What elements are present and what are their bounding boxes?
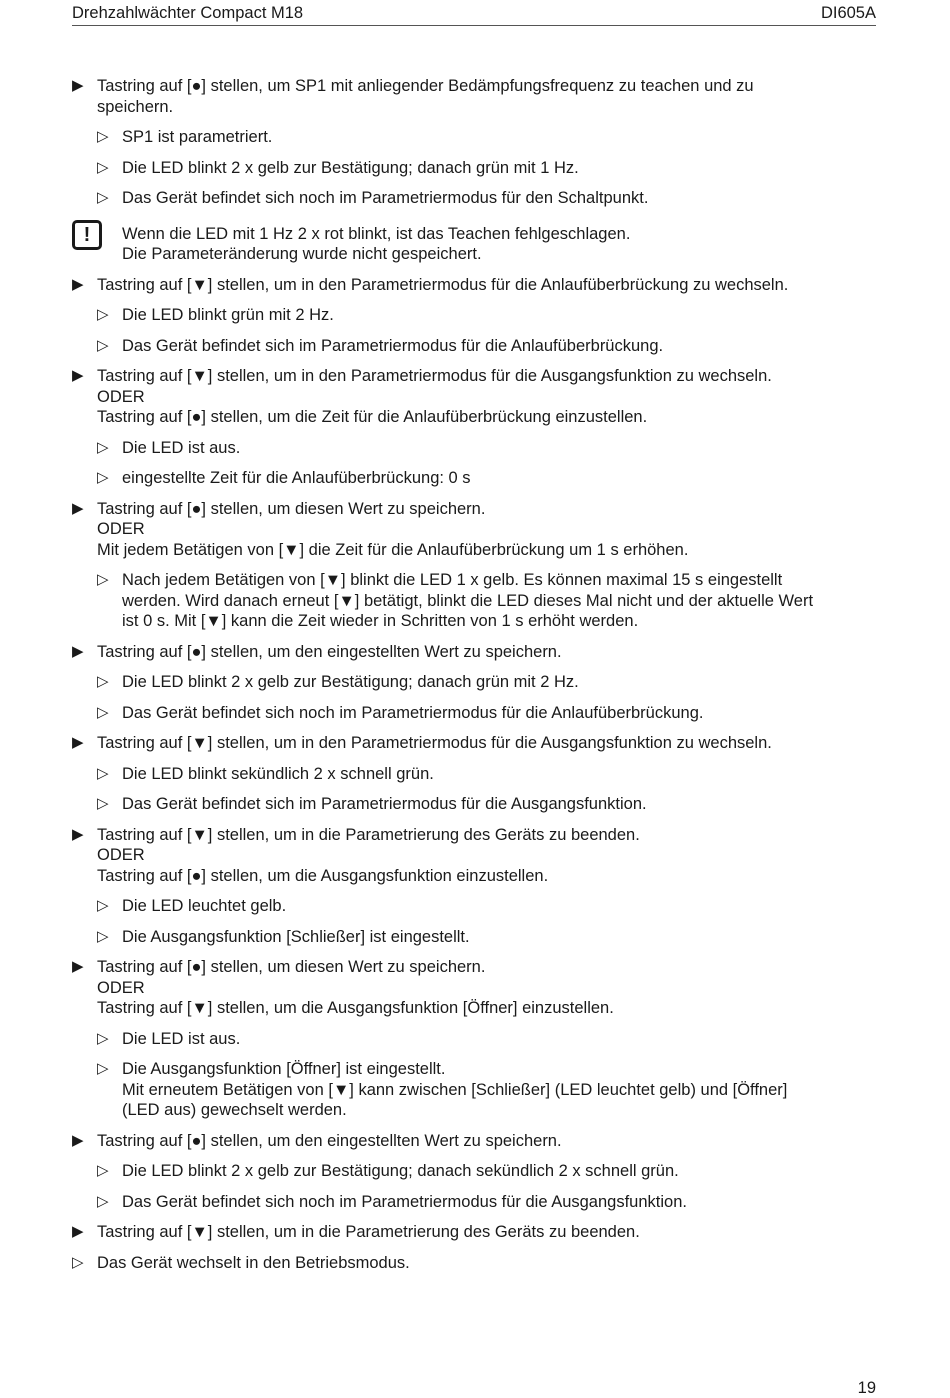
text-line: Die LED blinkt 2 x gelb zur Bestätigung; danach sekündlich 2 x schnell grün.: [122, 1162, 679, 1180]
instruction-step: [72, 1222, 872, 1243]
text-line: Tastring auf [▼] stellen, um in den Parametriermodus für die Anlaufüberbrückung zu wechseln.: [97, 275, 789, 294]
text-line: speichern.: [97, 97, 174, 116]
text-line: ODER: [97, 978, 145, 997]
result-arrow-icon: ▷: [97, 1192, 109, 1210]
text-line: Tastring auf [▼] stellen, um in den Parametriermodus für die Ausgangsfunktion zu wechseln.: [97, 367, 772, 385]
text-line: Tastring auf [▼] stellen, um die Ausgangsfunktion [Öffner] einzustellen.: [97, 999, 614, 1017]
result-arrow-icon: ▷: [97, 189, 109, 206]
text-line: Tastring auf [●] stellen, um diesen Wert zu speichern.: [97, 499, 486, 518]
result-arrow-icon: ▷: [97, 438, 109, 456]
instruction-result: [72, 570, 872, 632]
document-title: Drehzahlwächter Compact M18: [72, 4, 304, 22]
instruction-result: [72, 1029, 872, 1050]
text-line: Die LED leuchtet gelb.: [122, 897, 287, 915]
text-line: Die LED blinkt 2 x gelb zur Bestätigung; danach grün mit 1 Hz.: [122, 158, 579, 177]
instruction-step: [72, 733, 872, 754]
text-line: Mit jedem Betätigen von [▼] die Zeit für die Anlaufüberbrückung um 1 s erhöhen.: [97, 540, 689, 559]
instruction-result: [72, 927, 872, 948]
instruction-result: [72, 127, 872, 148]
text-line: ODER: [97, 520, 145, 538]
instruction-result: [72, 672, 872, 693]
text-line: Die LED blinkt grün mit 2 Hz.: [122, 306, 334, 324]
instruction-step: [72, 957, 872, 1019]
text-line: Wenn die LED mit 1 Hz 2 x rot blinkt, ist das Teachen fehlgeschlagen.: [122, 224, 631, 243]
text-line: Das Gerät wechselt in den Betriebsmodus.: [97, 1253, 410, 1272]
text-line: Die LED ist aus.: [122, 438, 241, 457]
instruction-step: [72, 825, 872, 887]
instruction-step: [72, 275, 872, 296]
warning-note: [72, 224, 872, 265]
instruction-result: [72, 188, 872, 209]
result-arrow-icon: ▷: [97, 927, 109, 945]
instruction-step: [72, 366, 872, 428]
result-arrow-icon: ▷: [97, 128, 109, 145]
step-arrow-icon: ▶: [72, 275, 84, 293]
instruction-step: [72, 76, 872, 117]
page-header: [72, 3, 876, 26]
instruction-result: [72, 438, 872, 459]
instruction-result: [72, 1192, 872, 1213]
text-line: Tastring auf [●] stellen, um die Ausgangsfunktion einzustellen.: [97, 866, 549, 885]
text-line: Tastring auf [●] stellen, um die Zeit für die Anlaufüberbrückung einzustellen.: [97, 408, 648, 426]
text-line: SP1 ist parametriert.: [122, 128, 273, 146]
text-line: Tastring auf [▼] stellen, um in die Parametrierung des Geräts zu beenden.: [97, 825, 640, 844]
result-arrow-icon: ▷: [97, 306, 109, 323]
result-arrow-icon: ▷: [72, 1253, 84, 1271]
text-line: Die Ausgangsfunktion [Öffner] ist eingestellt.: [122, 1060, 446, 1078]
text-line: Das Gerät befindet sich im Parametriermodus für die Ausgangsfunktion.: [122, 795, 647, 813]
instruction-result: [72, 305, 872, 326]
result-arrow-icon: ▷: [97, 795, 109, 812]
result-arrow-icon: ▷: [97, 1162, 109, 1179]
instruction-result: [72, 1059, 872, 1121]
text-line: Tastring auf [●] stellen, um diesen Wert zu speichern.: [97, 958, 486, 976]
text-line: Das Gerät befindet sich noch im Parametriermodus für den Schaltpunkt.: [122, 189, 649, 207]
text-line: Tastring auf [●] stellen, um den eingestellten Wert zu speichern.: [97, 642, 562, 661]
text-line: Tastring auf [●] stellen, um den eingestellten Wert zu speichern.: [97, 1131, 562, 1150]
instruction-result: [72, 336, 872, 357]
text-line: Mit erneutem Betätigen von [▼] kann zwischen [Schließer] (LED leuchtet gelb) und [Öffner]: [122, 1080, 788, 1099]
text-line: Die LED blinkt 2 x gelb zur Bestätigung; danach grün mit 2 Hz.: [122, 673, 579, 691]
step-arrow-icon: ▶: [72, 77, 84, 94]
result-arrow-icon: ▷: [97, 1060, 109, 1077]
document-code: DI605A: [820, 4, 876, 22]
warning-icon: !: [72, 220, 102, 250]
step-arrow-icon: ▶: [72, 1131, 84, 1149]
instruction-result: [72, 703, 872, 724]
text-line: eingestellte Zeit für die Anlaufüberbrückung: 0 s: [122, 469, 471, 487]
step-arrow-icon: ▶: [72, 958, 84, 975]
text-line: Tastring auf [▼] stellen, um in den Parametriermodus für die Ausgangsfunktion zu wechseln.: [97, 734, 772, 752]
result-arrow-icon: ▷: [97, 703, 109, 721]
step-arrow-icon: ▶: [72, 642, 84, 660]
text-line: ODER: [97, 846, 145, 864]
text-line: Tastring auf [●] stellen, um SP1 mit anliegender Bedämpfungsfrequenz zu teachen und zu: [97, 77, 754, 95]
instruction-result: [72, 794, 872, 815]
text-line: Das Gerät befindet sich im Parametriermodus für die Anlaufüberbrückung.: [122, 336, 664, 355]
result-arrow-icon: ▷: [97, 571, 109, 588]
page-number: 19: [857, 1379, 876, 1397]
result-arrow-icon: ▷: [97, 1029, 109, 1047]
result-arrow-icon: ▷: [97, 764, 109, 782]
result-arrow-icon: ▷: [97, 897, 109, 914]
text-line: ODER: [97, 387, 145, 406]
step-arrow-icon: ▶: [72, 825, 84, 843]
text-line: werden. Wird danach erneut [▼] betätigt, blinkt die LED dieses Mal nicht und der aktuelle Wert: [122, 591, 814, 610]
step-arrow-icon: ▶: [72, 499, 84, 517]
text-line: Die LED blinkt sekündlich 2 x schnell grün.: [122, 764, 434, 783]
text-line: Das Gerät befindet sich noch im Parametriermodus für die Anlaufüberbrückung.: [122, 703, 704, 722]
instruction-step: [72, 1131, 872, 1152]
instruction-result: [72, 1161, 872, 1182]
text-line: Nach jedem Betätigen von [▼] blinkt die LED 1 x gelb. Es können maximal 15 s eingestellt: [122, 571, 783, 589]
step-arrow-icon: ▶: [72, 1223, 84, 1240]
instruction-result: [72, 158, 872, 179]
result-arrow-icon: ▷: [97, 158, 109, 176]
instruction-result: [72, 764, 872, 785]
instruction-result: [72, 1253, 872, 1274]
text-line: Tastring auf [▼] stellen, um in die Parametrierung des Geräts zu beenden.: [97, 1223, 640, 1241]
text-line: Die Parameteränderung wurde nicht gespeichert.: [122, 245, 482, 263]
instruction-result: [72, 468, 872, 489]
instruction-step: [72, 499, 872, 561]
result-arrow-icon: ▷: [97, 469, 109, 486]
step-arrow-icon: ▶: [72, 367, 84, 384]
text-line: Die LED ist aus.: [122, 1029, 241, 1048]
instruction-step: [72, 642, 872, 663]
instruction-list: [72, 76, 872, 1273]
text-line: Das Gerät befindet sich noch im Parametriermodus für die Ausgangsfunktion.: [122, 1192, 687, 1211]
result-arrow-icon: ▷: [97, 336, 109, 354]
text-line: ist 0 s. Mit [▼] kann die Zeit wieder in Schritten von 1 s erhöht werden.: [122, 612, 639, 630]
result-arrow-icon: ▷: [97, 673, 109, 690]
text-line: (LED aus) gewechselt werden.: [122, 1101, 347, 1119]
text-line: Die Ausgangsfunktion [Schließer] ist eingestellt.: [122, 927, 470, 946]
step-arrow-icon: ▶: [72, 734, 84, 751]
instruction-result: [72, 896, 872, 917]
